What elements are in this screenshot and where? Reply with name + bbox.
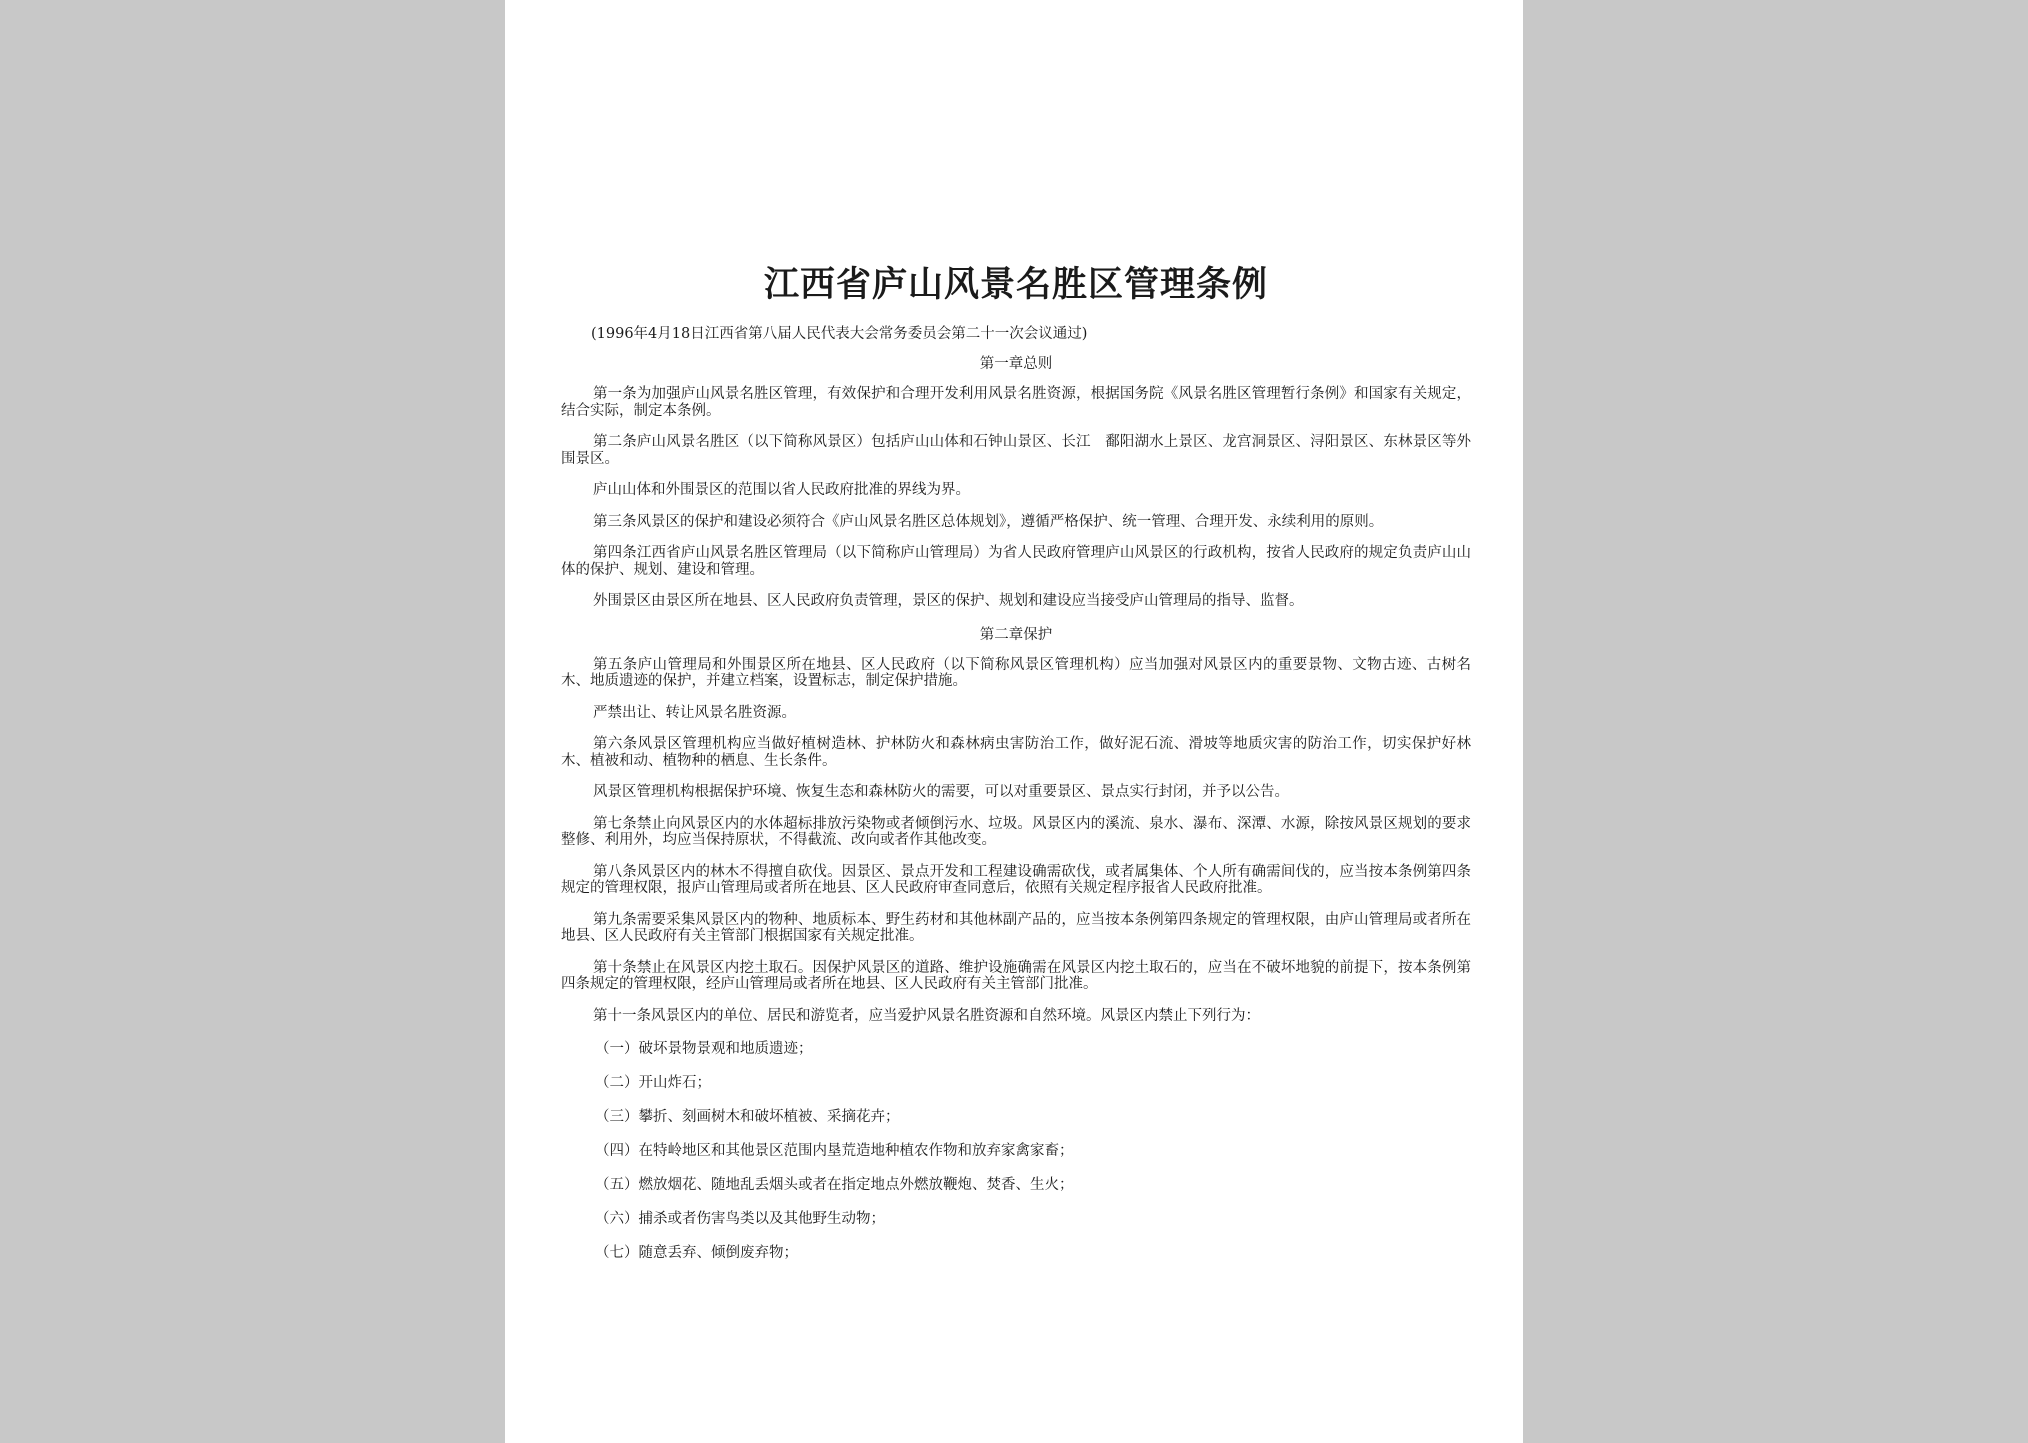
paragraph: 第七条禁止向风景区内的水体超标排放污染物或者倾倒污水、垃圾。风景区内的溪流、泉水、瀑布、深潭、水源，除按风景区规划的要求整修、利用外，均应当保持原状，不得截流、改向或者作其他改变。 bbox=[561, 815, 1471, 848]
chapter-heading-1: 第一章总则 bbox=[979, 356, 1053, 372]
paragraph: 第一条为加强庐山风景名胜区管理，有效保护和合理开发利用风景名胜资源，根据国务院《风景名胜区管理暂行条例》和国家有关规定，结合实际，制定本条例。 bbox=[561, 386, 1471, 419]
paragraph: 风景区管理机构根据保护环境、恢复生态和森林防火的需要，可以对重要景区、景点实行封闭，并予以公告。 bbox=[593, 784, 1289, 800]
paragraph: 第五条庐山管理局和外围景区所在地县、区人民政府（以下简称风景区管理机构）应当加强对风景区内的重要景物、文物古迹、古树名木、地质遗迹的保护，并建立档案，设置标志，制定保护措施。 bbox=[561, 656, 1471, 689]
document-subtitle: (1996年4月18日江西省第八届人民代表大会常务委员会第二十一次会议通过) bbox=[591, 326, 1088, 342]
document-title: 江西省庐山风景名胜区管理条例 bbox=[763, 264, 1268, 305]
document-content bbox=[561, 262, 1471, 1277]
paragraph: 第三条风景区的保护和建设必须符合《庐山风景名胜区总体规划》，遵循严格保护、统一管理、合理开发、永续利用的原则。 bbox=[593, 513, 1384, 530]
paragraph: 外围景区由景区所在地县、区人民政府负责管理，景区的保护、规划和建设应当接受庐山管理局的指导、监督。 bbox=[593, 593, 1304, 609]
chapter-heading-2: 第二章保护 bbox=[979, 626, 1053, 643]
paragraph: 第二条庐山风景名胜区（以下简称风景区）包括庐山山体和石钟山景区、长江 鄱阳湖水上景区、龙宫洞景区、浔阳景区、东林景区等外围景区。 bbox=[561, 434, 1471, 467]
paragraph: 第六条风景区管理机构应当做好植树造林、护林防火和森林病虫害防治工作，做好泥石流、滑坡等地质灾害的防治工作，切实保护好林木、植被和动、植物种的栖息、生长条件。 bbox=[561, 736, 1471, 769]
list-item: （六）捕杀或者伤害鸟类以及其他野生动物； bbox=[595, 1211, 885, 1227]
list-item: （三）攀折、刻画树木和破坏植被、采摘花卉； bbox=[595, 1109, 900, 1125]
paragraph: 第九条需要采集风景区内的物种、地质标本、野生药材和其他林副产品的，应当按本条例第四条规定的管理权限，由庐山管理局或者所在地县、区人民政府有关主管部门根据国家有关规定批准。 bbox=[561, 911, 1471, 944]
paragraph: 第十条禁止在风景区内挖土取石。因保护风景区的道路、维护设施确需在风景区内挖土取石的，应当在不破坏地貌的前提下，按本条例第四条规定的管理权限，经庐山管理局或者所在地县、区人民政府有关主管部门批准。 bbox=[561, 959, 1471, 992]
document-page bbox=[505, 0, 1523, 1443]
list-item: （一）破坏景物景观和地质遗迹； bbox=[595, 1041, 813, 1057]
paragraph: 庐山山体和外围景区的范围以省人民政府批准的界线为界。 bbox=[593, 482, 970, 498]
paragraph: 严禁出让、转让风景名胜资源。 bbox=[593, 704, 796, 721]
paragraph: 第八条风景区内的林木不得擅自砍伐。因景区、景点开发和工程建设确需砍伐，或者属集体、个人所有确需间伐的，应当按本条例第四条规定的管理权限，报庐山管理局或者所在地县、区人民政府审查同意后，依照有关规定程序报省人民政府批准。 bbox=[561, 863, 1471, 896]
list-item: （四）在特岭地区和其他景区范围内垦荒造地种植农作物和放弃家禽家畜； bbox=[595, 1143, 1074, 1159]
list-item: （二）开山炸石； bbox=[595, 1075, 711, 1091]
paragraph: 第十一条风景区内的单位、居民和游览者，应当爱护风景名胜资源和自然环境。风景区内禁止下列行为： bbox=[593, 1007, 1260, 1024]
list-item: （五）燃放烟花、随地乱丢烟头或者在指定地点外燃放鞭炮、焚香、生火； bbox=[595, 1177, 1074, 1193]
paragraph: 第四条江西省庐山风景名胜区管理局（以下简称庐山管理局）为省人民政府管理庐山风景区的行政机构，按省人民政府的规定负责庐山山体的保护、规划、建设和管理。 bbox=[561, 545, 1471, 578]
list-item: （七）随意丢弃、倾倒废弃物； bbox=[595, 1245, 798, 1261]
